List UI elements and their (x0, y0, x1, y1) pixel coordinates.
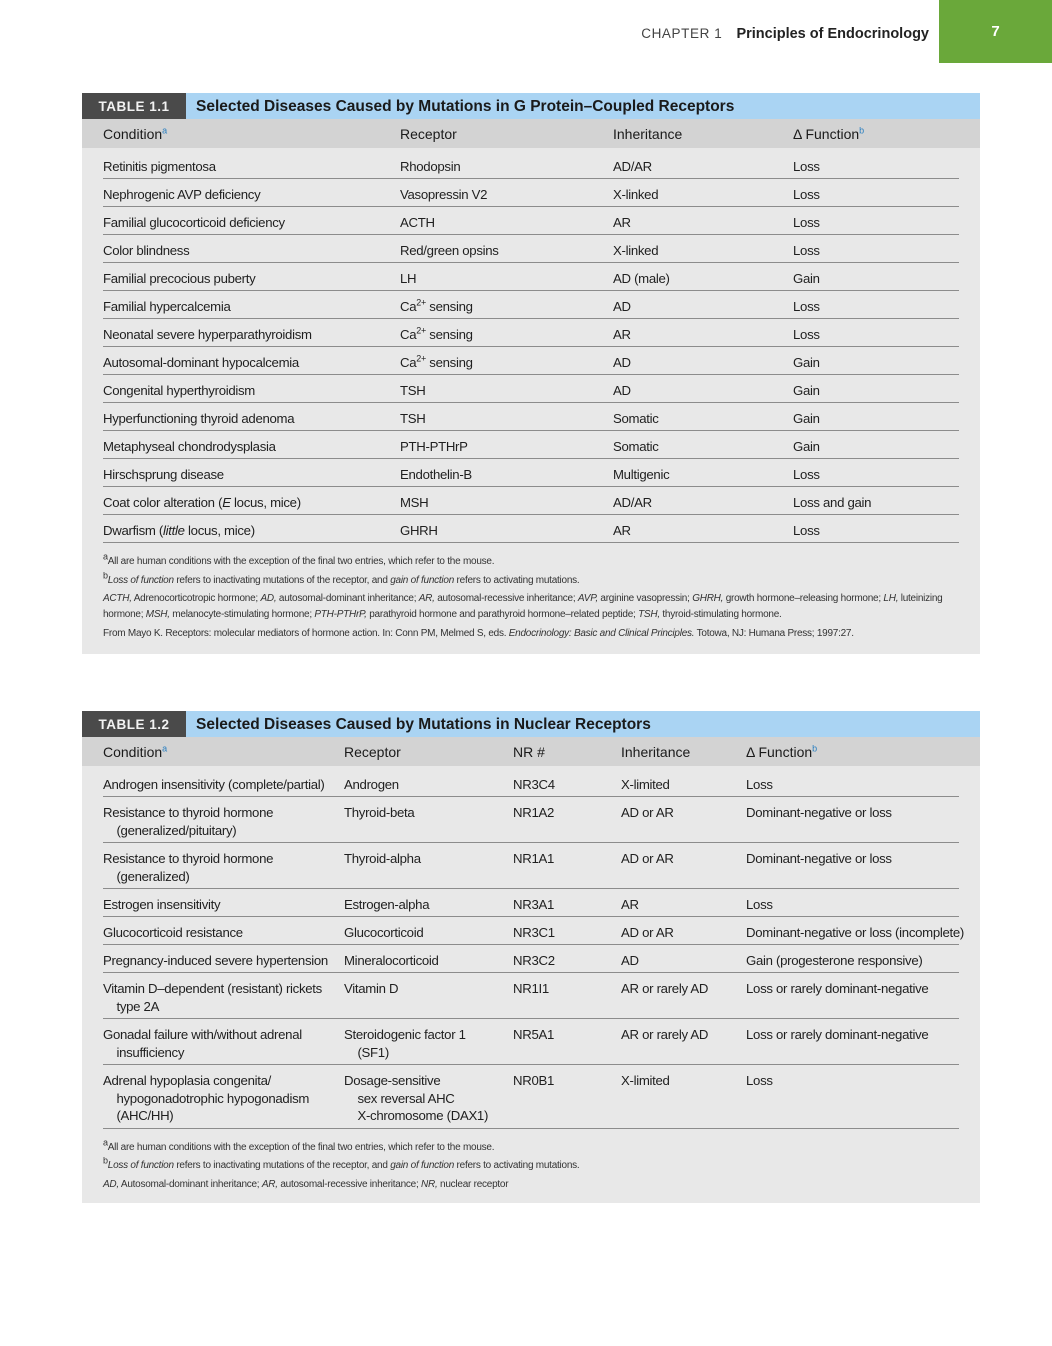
col-header-nr: NR # (513, 744, 545, 760)
cell-nr: NR3C1 (513, 925, 555, 940)
col-header-receptor: Receptor (400, 126, 457, 142)
cell-condition: Familial hypercalcemia (103, 299, 231, 314)
footnote-a: $^a$All are human conditions with the exception of the final two entries, which refer to the mouse. (103, 1137, 495, 1153)
cell-condition: Familial precocious puberty (103, 271, 256, 286)
footnote-b: $^b$Loss of function refers to inactivating mutations of the receptor, and gain of function refers to activating mutations. (103, 1155, 580, 1171)
cell-condition: Vitamin D–dependent (resistant) rickets type 2A (103, 981, 322, 1014)
cell-inheritance: X-limited (621, 777, 670, 792)
table-header-row (82, 119, 980, 148)
table-body (82, 769, 980, 1129)
cell-function: Gain (793, 439, 820, 454)
table-title-bar (82, 93, 980, 119)
cell-receptor: TSH (400, 411, 426, 426)
cell-condition: Neonatal severe hyperparathyroidism (103, 327, 312, 342)
cell-condition: Dwarfism (little locus, mice) (103, 523, 255, 538)
col-header-receptor: Receptor (344, 744, 401, 760)
cell-function: Loss and gain (793, 495, 872, 510)
abbreviations-note: ACTH, Adrenocorticotropic hormone; AD, autosomal-dominant inheritance; AR, autosomal-recessive inheritance; AVP, arginine vasopressin; GHRH, growth hormone–releasing hormone; LH, luteinizing hormone; MSH, melanocyte-stimulating hormone; PTH-PTHrP, parathyroid hormone and parathyroid hormone–related peptide; TSH, thyroid-stimulating hormone. (103, 593, 943, 620)
cell-inheritance: AD (621, 953, 639, 968)
cell-inheritance: X-linked (613, 187, 659, 202)
table-header-row (82, 737, 980, 766)
cell-inheritance: AD (613, 299, 631, 314)
cell-function: Loss (793, 215, 820, 230)
table-row (103, 179, 959, 207)
cell-function: Dominant-negative or loss (746, 805, 892, 820)
cell-receptor: $Ca^{2+}$ sensing (400, 353, 473, 370)
cell-inheritance: X-linked (613, 243, 659, 258)
cell-nr: NR1A1 (513, 851, 555, 866)
table-row (103, 487, 959, 515)
chapter-label: CHAPTER 1 (641, 26, 723, 41)
table-row (103, 843, 959, 889)
cell-receptor: ACTH (400, 215, 435, 230)
cell-receptor: Thyroid-alpha (344, 851, 421, 866)
table-row (103, 515, 959, 543)
page-number-tab (939, 0, 1052, 63)
cell-receptor: Steroidogenic factor 1 (SF1) (344, 1027, 466, 1060)
table-label: TABLE 1.1 (82, 93, 186, 119)
cell-condition: Coat color alteration (E locus, mice) (103, 495, 301, 510)
cell-inheritance: AR (613, 215, 631, 230)
cell-nr: NR3A1 (513, 897, 555, 912)
cell-inheritance: AR (613, 327, 631, 342)
table-row (103, 973, 959, 1019)
cell-function: Loss (793, 467, 820, 482)
col-header-inheritance: Inheritance (621, 744, 691, 760)
cell-inheritance: AD (613, 383, 631, 398)
table-row (103, 207, 959, 235)
cell-nr: NR3C2 (513, 953, 555, 968)
cell-nr: NR5A1 (513, 1027, 555, 1042)
cell-function: Loss (746, 1073, 773, 1088)
table-row (103, 151, 959, 179)
cell-condition: Nephrogenic AVP deficiency (103, 187, 261, 202)
col-header-function: Δ Function$^b$ (793, 125, 865, 142)
cell-function: Loss (793, 159, 820, 174)
cell-condition: Congenital hyperthyroidism (103, 383, 255, 398)
cell-inheritance: AR (613, 523, 631, 538)
cell-receptor: Thyroid-beta (344, 805, 415, 820)
col-header-condition: Condition$^a$ (103, 743, 168, 760)
table-row (103, 347, 959, 375)
col-header-function: Δ Function$^b$ (746, 743, 818, 760)
cell-inheritance: AD or AR (621, 925, 674, 940)
cell-inheritance: AD/AR (613, 159, 652, 174)
table-row (103, 459, 959, 487)
cell-receptor: TSH (400, 383, 426, 398)
cell-inheritance: Somatic (613, 411, 659, 426)
table-label: TABLE 1.2 (82, 711, 186, 737)
cell-condition: Retinitis pigmentosa (103, 159, 216, 174)
chapter-title: Principles of Endocrinology (736, 26, 929, 42)
cell-condition: Estrogen insensitivity (103, 897, 221, 912)
cell-inheritance: AR or rarely AD (621, 981, 709, 996)
cell-nr: NR3C4 (513, 777, 555, 792)
cell-inheritance: AD (male) (613, 271, 670, 286)
table-row (103, 319, 959, 347)
cell-receptor: Endothelin-B (400, 467, 472, 482)
cell-function: Loss (793, 187, 820, 202)
table-row (103, 917, 965, 945)
table-row (103, 291, 959, 319)
cell-function: Loss or rarely dominant-negative (746, 981, 929, 996)
cell-condition: Hyperfunctioning thyroid adenoma (103, 411, 295, 426)
table-row (103, 945, 959, 973)
cell-nr: NR0B1 (513, 1073, 555, 1088)
cell-function: Gain (793, 383, 820, 398)
table-title: Selected Diseases Caused by Mutations in G Protein–Coupled Receptors (196, 98, 735, 115)
cell-function: Loss (793, 299, 820, 314)
cell-function: Gain (progesterone responsive) (746, 953, 923, 968)
cell-nr: NR1A2 (513, 805, 555, 820)
table-row (103, 1065, 959, 1129)
cell-receptor: PTH-PTHrP (400, 439, 468, 454)
cell-condition: Hirschsprung disease (103, 467, 224, 482)
page-number: 7 (991, 23, 1000, 40)
cell-condition: Glucocorticoid resistance (103, 925, 243, 940)
cell-inheritance: Somatic (613, 439, 659, 454)
cell-receptor: MSH (400, 495, 429, 510)
table-row (103, 769, 959, 797)
cell-condition: Familial glucocorticoid deficiency (103, 215, 285, 230)
cell-condition: Color blindness (103, 243, 190, 258)
table-body (82, 151, 980, 543)
col-header-condition: Condition$^a$ (103, 125, 168, 142)
cell-function: Loss (793, 523, 820, 538)
cell-receptor: GHRH (400, 523, 438, 538)
cell-nr: NR1I1 (513, 981, 549, 996)
cell-function: Loss (793, 327, 820, 342)
cell-function: Loss (793, 243, 820, 258)
cell-receptor: Vasopressin V2 (400, 187, 488, 202)
cell-condition: Autosomal-dominant hypocalcemia (103, 355, 299, 370)
cell-function: Dominant-negative or loss (incomplete) (746, 925, 965, 940)
cell-receptor: $Ca^{2+}$ sensing (400, 325, 473, 342)
cell-inheritance: Multigenic (613, 467, 670, 482)
cell-receptor: Estrogen-alpha (344, 897, 430, 912)
cell-inheritance: AD/AR (613, 495, 652, 510)
cell-condition: Gonadal failure with/without adrenal insufficiency (103, 1027, 302, 1060)
table-row (103, 1019, 959, 1065)
cell-condition: Resistance to thyroid hormone (generalized/pituitary) (103, 805, 274, 838)
cell-receptor: Vitamin D (344, 981, 399, 996)
table-row (103, 375, 959, 403)
table-notes (82, 543, 963, 642)
cell-function: Gain (793, 271, 820, 286)
cell-receptor: Mineralocorticoid (344, 953, 439, 968)
cell-condition: Metaphyseal chondrodysplasia (103, 439, 276, 454)
cell-inheritance: AD or AR (621, 851, 674, 866)
running-header (641, 26, 929, 42)
table-row (103, 403, 959, 431)
abbreviations-note: AD, Autosomal-dominant inheritance; AR, autosomal-recessive inheritance; NR, nuclear receptor (103, 1178, 509, 1190)
table-row (103, 431, 959, 459)
cell-function: Dominant-negative or loss (746, 851, 892, 866)
cell-receptor: Red/green opsins (400, 243, 499, 258)
source-note: From Mayo K. Receptors: molecular mediators of hormone action. In: Conn PM, Melmed S, eds. Endocrinology: Basic and Clinical Principles. Totowa, NJ: Humana Press; 1997:27. (103, 627, 854, 639)
cell-receptor: Rhodopsin (400, 159, 461, 174)
table-title-bar (82, 711, 980, 737)
cell-inheritance: AD (613, 355, 631, 370)
table-row (103, 889, 959, 917)
table-title: Selected Diseases Caused by Mutations in Nuclear Receptors (196, 716, 651, 733)
cell-function: Gain (793, 411, 820, 426)
cell-condition: Adrenal hypoplasia congenita/ hypogonadotrophic hypogonadism (AHC/HH) (103, 1073, 310, 1123)
footnote-b: $^b$Loss of function refers to inactivating mutations of the receptor, and gain of function refers to activating mutations. (103, 570, 580, 586)
cell-inheritance: AR (621, 897, 639, 912)
table-row (103, 235, 959, 263)
table-1-1 (82, 93, 980, 654)
cell-inheritance: X-limited (621, 1073, 670, 1088)
cell-receptor: LH (400, 271, 417, 286)
cell-receptor: $Ca^{2+}$ sensing (400, 297, 473, 314)
cell-condition: Androgen insensitivity (complete/partial) (103, 777, 325, 792)
col-header-inheritance: Inheritance (613, 126, 683, 142)
footnote-a: $^a$All are human conditions with the exception of the final two entries, which refer to the mouse. (103, 551, 495, 567)
cell-condition: Pregnancy-induced severe hypertension (103, 953, 328, 968)
cell-inheritance: AR or rarely AD (621, 1027, 709, 1042)
cell-receptor: Glucocorticoid (344, 925, 424, 940)
cell-function: Loss (746, 777, 773, 792)
cell-condition: Resistance to thyroid hormone (generalized) (103, 851, 274, 884)
cell-receptor: Androgen (344, 777, 399, 792)
cell-receptor: Dosage-sensitive sex reversal AHC X-chromosome (DAX1) (344, 1073, 489, 1123)
cell-function: Gain (793, 355, 820, 370)
cell-inheritance: AD or AR (621, 805, 674, 820)
table-notes (82, 1129, 963, 1193)
cell-function: Loss or rarely dominant-negative (746, 1027, 929, 1042)
table-row (103, 797, 959, 843)
table-row (103, 263, 959, 291)
cell-function: Loss (746, 897, 773, 912)
table-1-2 (82, 711, 980, 1203)
